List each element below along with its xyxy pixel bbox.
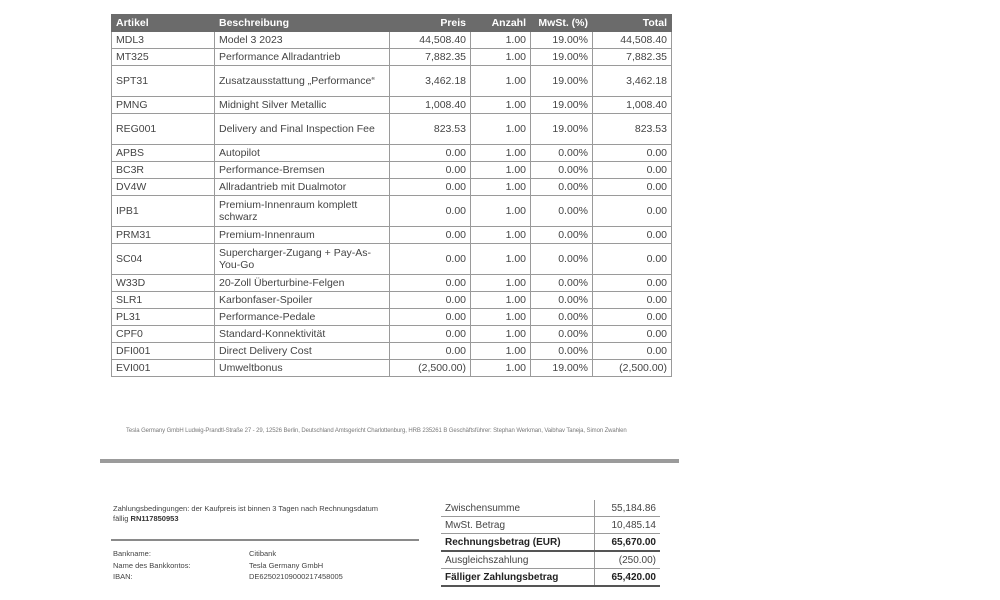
cell-quantity: 1.00 [471, 292, 531, 309]
cell-price: 0.00 [390, 326, 471, 343]
payment-terms [113, 504, 383, 524]
cell-description: 20-Zoll Überturbine-Felgen [215, 275, 390, 292]
cell-article: PRM31 [112, 227, 215, 244]
totals-value: (250.00) [595, 551, 661, 569]
cell-vat: 0.00% [531, 309, 593, 326]
table-row [112, 227, 672, 244]
invoice-reference: RN117850953 [130, 514, 179, 523]
cell-vat: 19.00% [531, 49, 593, 66]
bank-label: IBAN: [113, 572, 133, 581]
header-vat: MwSt. (%) [531, 15, 593, 32]
cell-article: PL31 [112, 309, 215, 326]
cell-quantity: 1.00 [471, 32, 531, 49]
cell-price: 0.00 [390, 179, 471, 196]
cell-quantity: 1.00 [471, 360, 531, 377]
cell-total: 0.00 [593, 244, 672, 275]
cell-price: 0.00 [390, 343, 471, 360]
cell-description: Supercharger-Zugang + Pay-As-You-Go [215, 244, 390, 275]
cell-total: (2,500.00) [593, 360, 672, 377]
cell-article: W33D [112, 275, 215, 292]
cell-article: IPB1 [112, 196, 215, 227]
cell-price: 0.00 [390, 227, 471, 244]
cell-article: SLR1 [112, 292, 215, 309]
cell-quantity: 1.00 [471, 275, 531, 292]
cell-price: 1,008.40 [390, 97, 471, 114]
cell-price: (2,500.00) [390, 360, 471, 377]
table-row [112, 145, 672, 162]
cell-total: 7,882.35 [593, 49, 672, 66]
cell-quantity: 1.00 [471, 309, 531, 326]
cell-total: 0.00 [593, 145, 672, 162]
totals-label: Zwischensumme [441, 500, 595, 517]
header-article: Artikel [112, 15, 215, 32]
company-legal-line: Tesla Germany GmbH Ludwig-Prandtl-Straße 27 - 29, 12526 Berlin, Deutschland Amtsgericht Charlottenburg, HRB 235261 B Geschäftsführer: Stephan Werkman, Vaibhav Taneja, Simon Zwahlen [126, 428, 627, 434]
cell-price: 3,462.18 [390, 66, 471, 97]
cell-quantity: 1.00 [471, 66, 531, 97]
bank-details [113, 548, 343, 583]
totals-label: Rechnungsbetrag (EUR) [441, 534, 595, 552]
cell-description: Performance-Pedale [215, 309, 390, 326]
cell-price: 0.00 [390, 292, 471, 309]
cell-description: Umweltbonus [215, 360, 390, 377]
bank-row [113, 560, 343, 572]
cell-description: Allradantrieb mit Dualmotor [215, 179, 390, 196]
cell-article: APBS [112, 145, 215, 162]
cell-description: Performance Allradantrieb [215, 49, 390, 66]
cell-article: DV4W [112, 179, 215, 196]
table-row [112, 292, 672, 309]
bank-value: Citibank [249, 549, 277, 558]
table-row [112, 275, 672, 292]
totals-table [441, 500, 660, 587]
totals-row [441, 551, 660, 569]
cell-vat: 0.00% [531, 162, 593, 179]
cell-description: Zusatzausstattung „Performance“ [215, 66, 390, 97]
cell-quantity: 1.00 [471, 145, 531, 162]
cell-vat: 19.00% [531, 360, 593, 377]
totals-label: Ausgleichszahlung [441, 551, 595, 569]
table-header-row [112, 15, 672, 32]
cell-article: MDL3 [112, 32, 215, 49]
cell-quantity: 1.00 [471, 114, 531, 145]
table-row [112, 244, 672, 275]
cell-price: 0.00 [390, 196, 471, 227]
cell-description: Midnight Silver Metallic [215, 97, 390, 114]
cell-vat: 19.00% [531, 32, 593, 49]
bank-row [113, 548, 343, 560]
cell-price: 0.00 [390, 162, 471, 179]
bank-value: DE62502109000217458005 [249, 572, 343, 581]
totals-row [441, 500, 660, 517]
bank-row [113, 571, 343, 583]
cell-quantity: 1.00 [471, 244, 531, 275]
cell-price: 0.00 [390, 244, 471, 275]
cell-vat: 0.00% [531, 145, 593, 162]
footer-divider [100, 459, 679, 463]
cell-quantity: 1.00 [471, 49, 531, 66]
table-row [112, 114, 672, 145]
table-row [112, 309, 672, 326]
cell-price: 0.00 [390, 275, 471, 292]
table-row [112, 97, 672, 114]
cell-quantity: 1.00 [471, 227, 531, 244]
cell-quantity: 1.00 [471, 196, 531, 227]
table-row [112, 343, 672, 360]
totals-value: 10,485.14 [595, 517, 661, 534]
cell-total: 1,008.40 [593, 97, 672, 114]
bank-label: Bankname: [113, 549, 151, 558]
cell-article: BC3R [112, 162, 215, 179]
totals-value: 65,420.00 [595, 569, 661, 587]
cell-article: DFI001 [112, 343, 215, 360]
cell-total: 0.00 [593, 326, 672, 343]
cell-vat: 0.00% [531, 292, 593, 309]
cell-total: 0.00 [593, 179, 672, 196]
cell-total: 3,462.18 [593, 66, 672, 97]
cell-total: 44,508.40 [593, 32, 672, 49]
cell-price: 0.00 [390, 309, 471, 326]
cell-quantity: 1.00 [471, 179, 531, 196]
cell-quantity: 1.00 [471, 97, 531, 114]
totals-row [441, 517, 660, 534]
totals-value: 65,670.00 [595, 534, 661, 552]
cell-quantity: 1.00 [471, 326, 531, 343]
cell-article: SC04 [112, 244, 215, 275]
cell-vat: 0.00% [531, 343, 593, 360]
cell-article: PMNG [112, 97, 215, 114]
cell-vat: 0.00% [531, 227, 593, 244]
cell-vat: 19.00% [531, 97, 593, 114]
table-row [112, 32, 672, 49]
cell-price: 7,882.35 [390, 49, 471, 66]
cell-description: Karbonfaser-Spoiler [215, 292, 390, 309]
cell-description: Model 3 2023 [215, 32, 390, 49]
cell-total: 0.00 [593, 275, 672, 292]
cell-vat: 0.00% [531, 326, 593, 343]
cell-total: 0.00 [593, 292, 672, 309]
cell-description: Standard-Konnektivität [215, 326, 390, 343]
header-quantity: Anzahl [471, 15, 531, 32]
bank-label: Name des Bankkontos: [113, 560, 191, 570]
cell-vat: 0.00% [531, 275, 593, 292]
cell-total: 0.00 [593, 162, 672, 179]
cell-description: Delivery and Final Inspection Fee [215, 114, 390, 145]
cell-vat: 0.00% [531, 196, 593, 227]
table-row [112, 360, 672, 377]
header-total: Total [593, 15, 672, 32]
cell-total: 0.00 [593, 309, 672, 326]
cell-description: Performance-Bremsen [215, 162, 390, 179]
cell-vat: 0.00% [531, 179, 593, 196]
table-row [112, 179, 672, 196]
totals-label: MwSt. Betrag [441, 517, 595, 534]
cell-vat: 19.00% [531, 114, 593, 145]
cell-total: 0.00 [593, 343, 672, 360]
table-row [112, 66, 672, 97]
cell-vat: 0.00% [531, 244, 593, 275]
cell-vat: 19.00% [531, 66, 593, 97]
cell-total: 0.00 [593, 196, 672, 227]
cell-price: 0.00 [390, 145, 471, 162]
cell-article: MT325 [112, 49, 215, 66]
totals-value: 55,184.86 [595, 500, 661, 517]
totals-row [441, 569, 660, 587]
cell-description: Autopilot [215, 145, 390, 162]
totals-row [441, 534, 660, 552]
cell-description: Premium-Innenraum komplett schwarz [215, 196, 390, 227]
cell-description: Premium-Innenraum [215, 227, 390, 244]
terms-divider [111, 539, 419, 541]
cell-article: EVI001 [112, 360, 215, 377]
cell-article: SPT31 [112, 66, 215, 97]
header-price: Preis [390, 15, 471, 32]
cell-quantity: 1.00 [471, 162, 531, 179]
table-row [112, 326, 672, 343]
table-row [112, 196, 672, 227]
cell-quantity: 1.00 [471, 343, 531, 360]
cell-total: 0.00 [593, 227, 672, 244]
table-row [112, 162, 672, 179]
cell-total: 823.53 [593, 114, 672, 145]
cell-price: 823.53 [390, 114, 471, 145]
cell-price: 44,508.40 [390, 32, 471, 49]
payment-terms-text: Zahlungsbedingungen: der Kaufpreis ist binnen 3 Tagen nach Rechnungsdatum fällig [113, 504, 379, 523]
line-items-table [111, 14, 672, 377]
header-description: Beschreibung [215, 15, 390, 32]
cell-description: Direct Delivery Cost [215, 343, 390, 360]
totals-label: Fälliger Zahlungsbetrag [441, 569, 595, 587]
cell-article: REG001 [112, 114, 215, 145]
cell-article: CPF0 [112, 326, 215, 343]
table-row [112, 49, 672, 66]
bank-value: Tesla Germany GmbH [249, 560, 324, 570]
